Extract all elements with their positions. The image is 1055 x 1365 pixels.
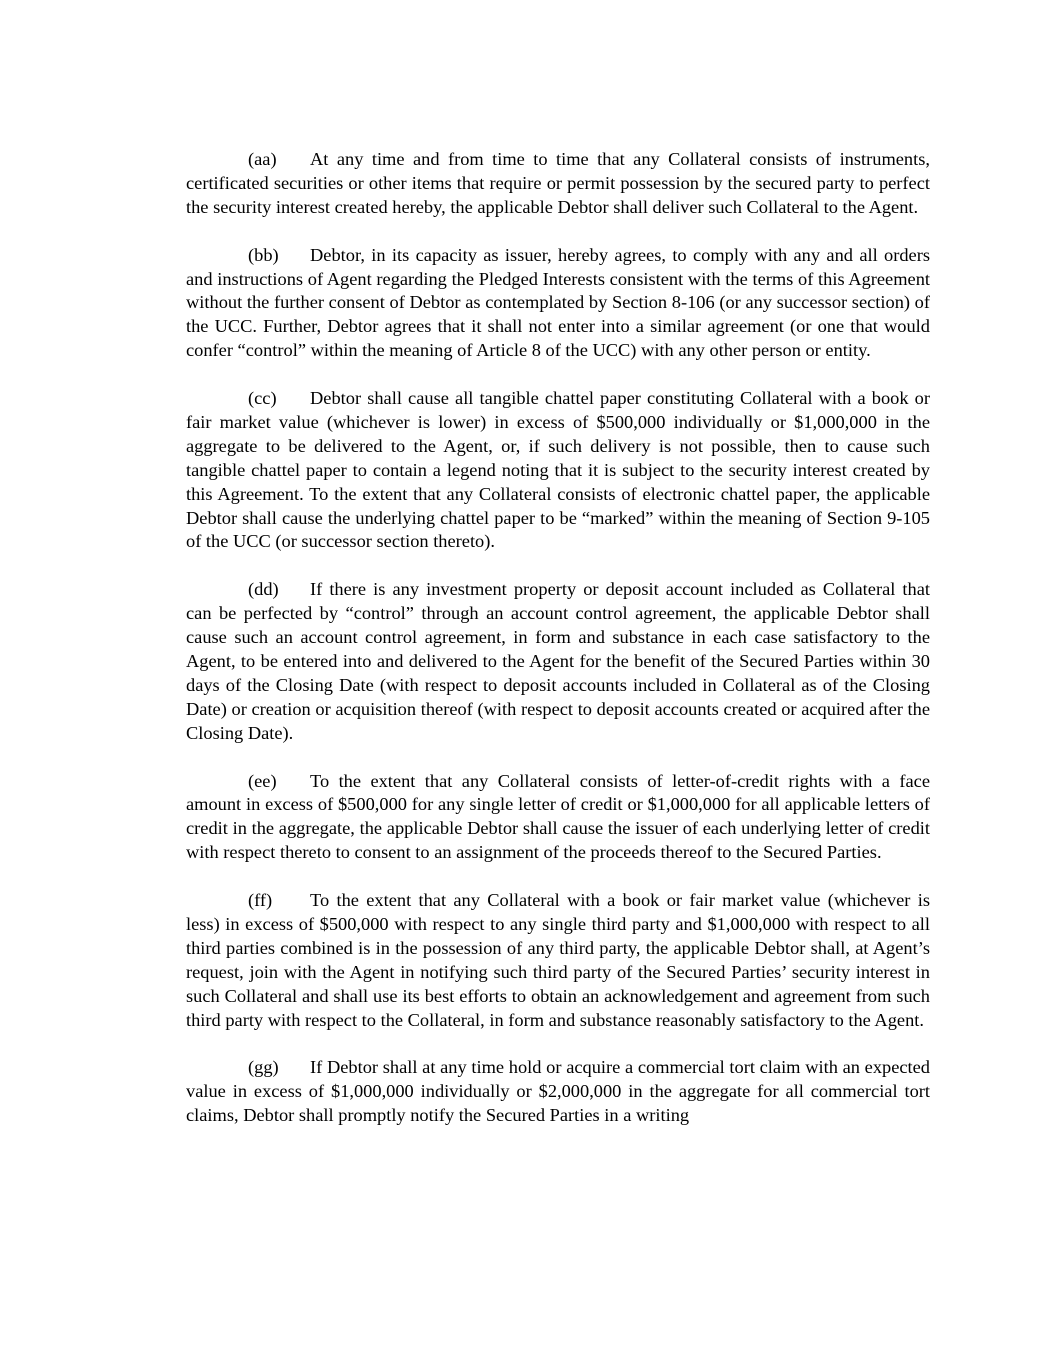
paragraph-text: At any time and from time to time that any Collateral consists of instruments, certificated securities or other items that require or permit possession by the secured party to perfect the security interest created hereby, the applicable Debtor shall deliver such Collateral to the Agent. xyxy=(186,149,930,217)
paragraph-gg xyxy=(186,1056,930,1128)
paragraph-label: (dd) xyxy=(248,579,279,600)
paragraph-label: (ff) xyxy=(248,890,273,911)
paragraph-label: (bb) xyxy=(248,244,279,265)
paragraph-bb xyxy=(186,244,930,364)
paragraph-text: If there is any investment property or deposit account included as Collateral that can be perfected by “control” through an account control agreement, the applicable Debtor shall cause such an account control agreement, in form and substance in each case satisfactory to the Agent, to be entered into and delivered to the Agent for the benefit of the Secured Parties within 30 days of the Closing Date (with respect to deposit accounts included in Collateral as of the Closing Date) or creation or acquisition thereof (with respect to deposit accounts created or acquired after the Closing Date). xyxy=(186,579,930,743)
paragraph-text: If Debtor shall at any time hold or acquire a commercial tort claim with an expected value in excess of $1,000,000 individually or $2,000,000 in the aggregate for all commercial tort claims, Debtor shall promptly notify the Secured Parties in a writing xyxy=(186,1057,930,1126)
paragraph-label: (gg) xyxy=(248,1057,279,1078)
paragraph-ff xyxy=(186,889,930,1032)
document-page xyxy=(186,148,930,1128)
paragraph-dd xyxy=(186,578,930,745)
paragraph-ee xyxy=(186,770,930,866)
paragraph-text: To the extent that any Collateral consists of letter-of-credit rights with a face amount in excess of $500,000 for any single letter of credit or $1,000,000 for all applicable letters of credit in the aggregate, the applicable Debtor shall cause the issuer of each underlying letter of credit with respect thereto to consent to an assignment of the proceeds thereof to the Secured Parties. xyxy=(186,770,930,863)
paragraph-label: (ee) xyxy=(248,770,277,791)
paragraph-text: To the extent that any Collateral with a book or fair market value (whichever is less) in excess of $500,000 with respect to any single third party and $1,000,000 with respect to all third parties combined is in the possession of any third party, the applicable Debtor shall, at Agent’s request, join with the Agent in notifying such third party of the Secured Parties’ security interest in such Collateral and shall use its best efforts to obtain an acknowledgement and agreement from such third party with respect to the Collateral, in form and substance reasonably satisfactory to the Agent. xyxy=(186,890,930,1030)
paragraph-aa xyxy=(186,148,930,220)
paragraph-label: (cc) xyxy=(248,388,277,409)
paragraph-text: Debtor, in its capacity as issuer, hereby agrees, to comply with any and all orders and instructions of Agent regarding the Pledged Interests consistent with the terms of this Agreement without the further consent of Debtor as contemplated by Section 8-106 (or any successor section) of the UCC. Further, Debtor agrees that it shall not enter into a similar agreement (or one that would confer “control” within the meaning of Article 8 of the UCC) with any other person or entity. xyxy=(186,244,930,361)
paragraph-label: (aa) xyxy=(248,149,277,169)
paragraph-text: Debtor shall cause all tangible chattel paper constituting Collateral with a book or fair market value (whichever is lower) in excess of $500,000 individually or $1,000,000 in the aggregate to be delivered to the Agent, or, if such delivery is not possible, then to cause such tangible chattel paper to contain a legend noting that it is subject to the security interest created by this Agreement. To the extent that any Collateral consists of electronic chattel paper, the applicable Debtor shall cause the underlying chattel paper to be “marked” within the meaning of Section 9-105 of the UCC (or successor section thereto). xyxy=(186,388,930,552)
paragraph-cc xyxy=(186,387,930,554)
